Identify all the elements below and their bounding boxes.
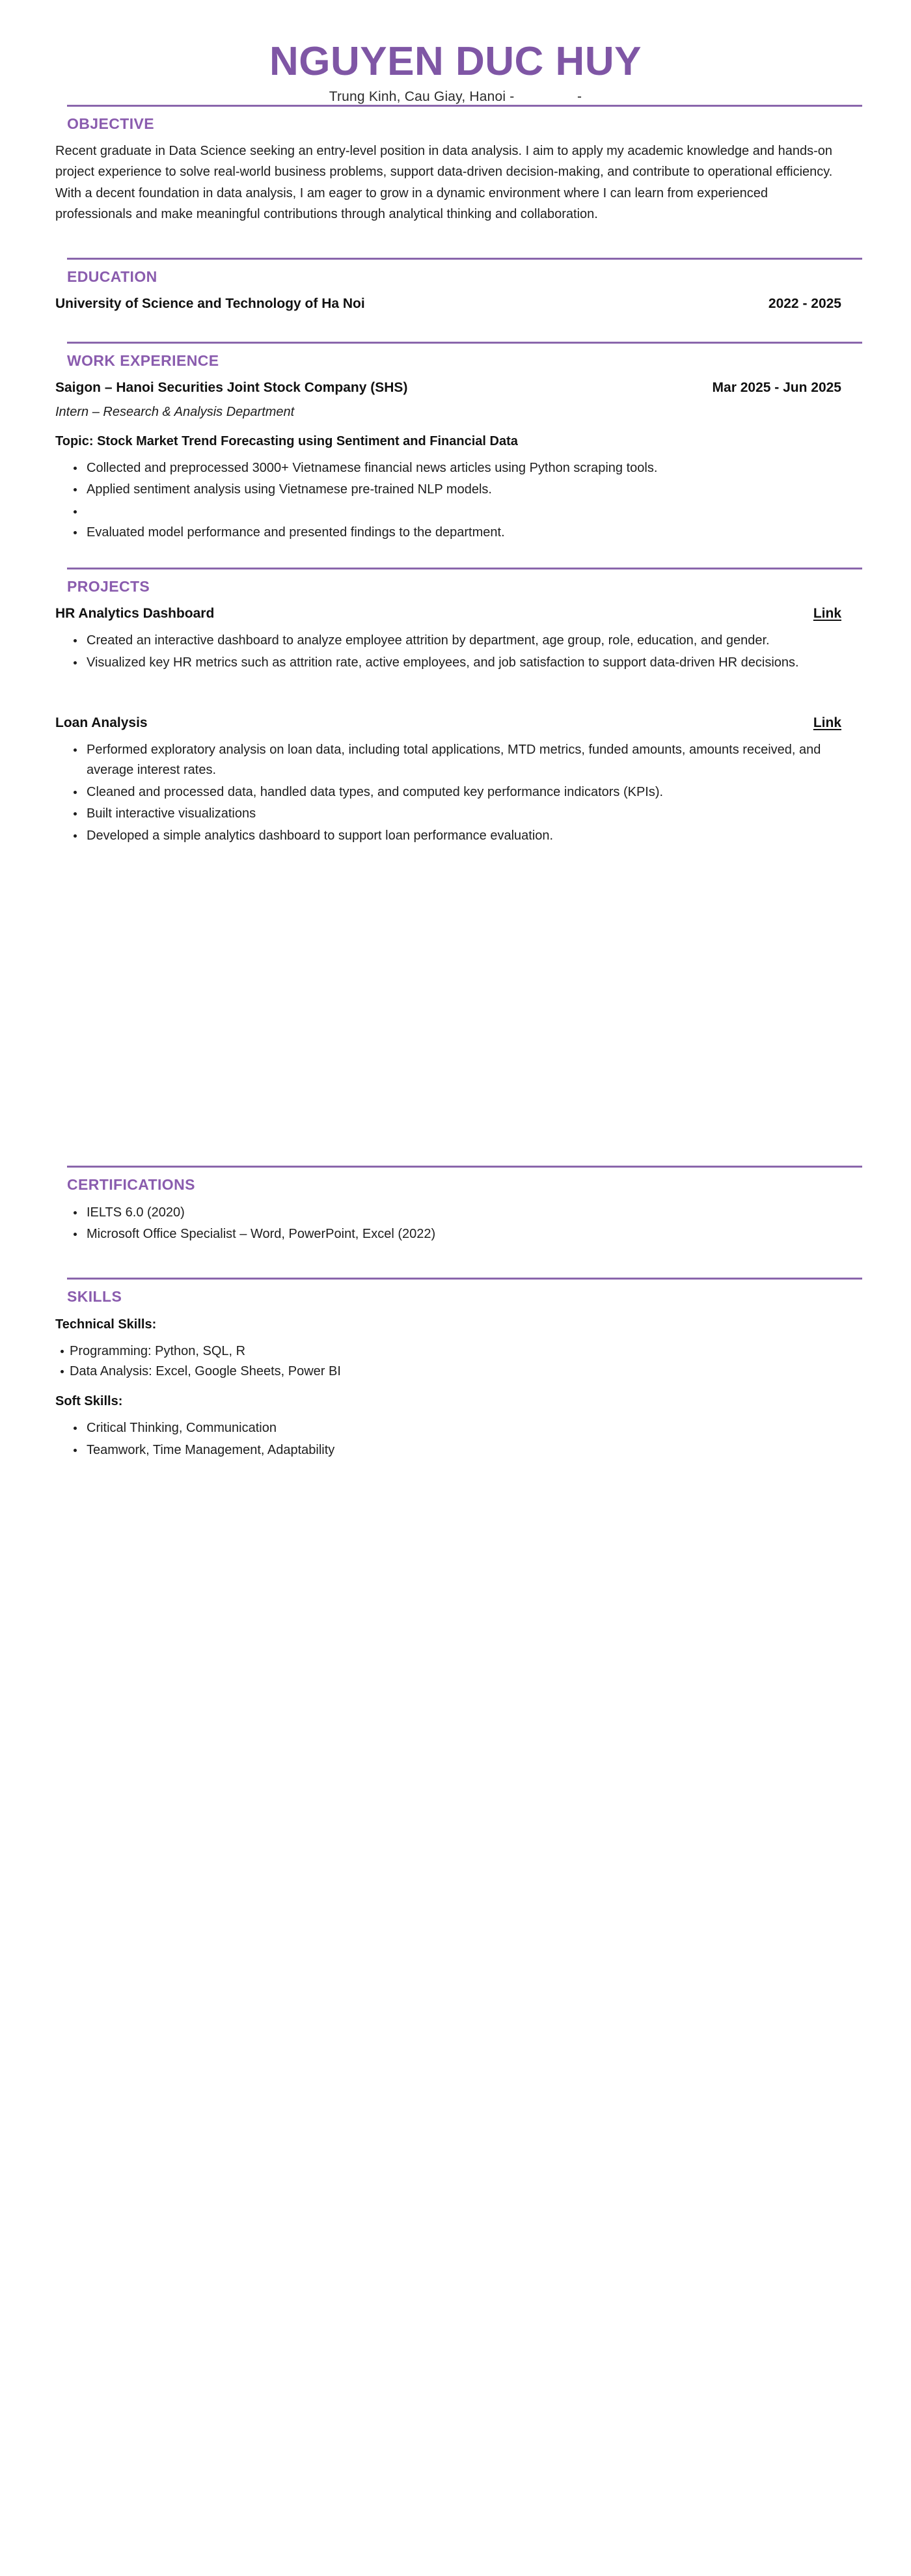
- project-header-hr-analytics-dashboard: [55, 606, 862, 622]
- section-education: [0, 268, 911, 312]
- page-title: NGUYEN DUC HUY: [269, 39, 642, 84]
- section-projects: [0, 578, 911, 846]
- skills-group-label-technical: Technical Skills:: [55, 1317, 157, 1332]
- spacer: [0, 544, 911, 568]
- skills-list-soft: [55, 1418, 862, 1460]
- list-item: Developed a simple analytics dashboard to support loan performance evaluation.: [87, 826, 862, 847]
- work-role: Intern – Research & Analysis Department: [55, 404, 295, 419]
- resume-header: [0, 0, 911, 105]
- section-divider-work-experience: [67, 342, 862, 344]
- section-divider-education: [67, 258, 862, 260]
- spacer: [55, 675, 862, 705]
- section-divider-objective: [67, 105, 862, 107]
- list-item: Programming: Python, SQL, R: [70, 1341, 862, 1362]
- work-company: Saigon – Hanoi Securities Joint Stock Company (SHS): [55, 379, 408, 395]
- section-heading-work-experience: WORK EXPERIENCE: [67, 351, 219, 369]
- work-bullet-list: [55, 458, 862, 543]
- list-item: Collected and preprocessed 3000+ Vietnamese financial news articles using Python scraping tools.: [87, 458, 862, 479]
- section-divider-skills: [67, 1278, 862, 1280]
- list-item: Created an interactive dashboard to analyze employee attrition by department, age group, role, education, and gender.: [87, 631, 862, 651]
- spacer: [0, 312, 911, 342]
- list-item: Built interactive visualizations: [87, 804, 862, 825]
- project-name: Loan Analysis: [55, 715, 148, 730]
- project-name: HR Analytics Dashboard: [55, 606, 215, 622]
- list-item: Performed exploratory analysis on loan data, including total applications, MTD metrics, funded amounts, amounts received, and average interest rates.: [87, 740, 862, 781]
- section-heading-objective: OBJECTIVE: [67, 115, 154, 133]
- work-topic: Topic: Stock Market Trend Forecasting using Sentiment and Financial Data: [55, 433, 518, 448]
- list-item: IELTS 6.0 (2020): [87, 1203, 862, 1224]
- section-certifications: [0, 1176, 911, 1245]
- list-item: Cleaned and processed data, handled data types, and computed key performance indicators (KPIs).: [87, 782, 862, 803]
- project-bullet-list: [55, 631, 862, 673]
- education-dates: 2022 - 2025: [768, 295, 841, 311]
- objective-text: Recent graduate in Data Science seeking an entry-level position in data analysis. I aim to apply my academic knowledge and hands-on project experience to solve real-world business problems, support data-driven decision-making, and contribute to operational efficiency. With a decent foundation in data analysis, I am eager to grow in a dynamic environment where I can learn from experienced professionals and make meaningful contributions through analytical thinking and collaboration.: [55, 144, 833, 222]
- spacer: [0, 848, 911, 1166]
- list-item: Visualized key HR metrics such as attrition rate, active employees, and job satisfaction to support data-driven HR decisions.: [87, 653, 862, 674]
- section-divider-projects: [67, 568, 862, 569]
- spacer: [0, 225, 911, 258]
- education-entry: [55, 296, 862, 312]
- section-heading-certifications: CERTIFICATIONS: [67, 1175, 195, 1193]
- education-school: University of Science and Technology of Ha Noi: [55, 295, 365, 311]
- section-heading-skills: SKILLS: [67, 1287, 122, 1305]
- list-item: Evaluated model performance and presented findings to the department.: [87, 523, 862, 543]
- section-skills: [0, 1288, 911, 1460]
- project-bullet-list: [55, 740, 862, 847]
- work-entry-header: [55, 380, 862, 396]
- skills-group-label-soft: Soft Skills:: [55, 1393, 123, 1408]
- project-link[interactable]: Link: [813, 715, 841, 730]
- list-item: Applied sentiment analysis using Vietnamese pre-trained NLP models.: [87, 480, 862, 500]
- section-heading-education: EDUCATION: [67, 267, 157, 285]
- list-item: Teamwork, Time Management, Adaptability: [87, 1440, 862, 1461]
- list-item: Critical Thinking, Communication: [87, 1418, 862, 1439]
- contact-line: Trung Kinh, Cau Giay, Hanoi - -: [329, 89, 582, 105]
- project-header-loan-analysis: [55, 715, 862, 731]
- spacer: [0, 1246, 911, 1278]
- list-item: Microsoft Office Specialist – Word, PowerPoint, Excel (2022): [87, 1224, 862, 1245]
- section-heading-projects: PROJECTS: [67, 578, 150, 596]
- section-work-experience: [0, 352, 911, 543]
- section-divider-certifications: [67, 1166, 862, 1168]
- skills-list-technical: [55, 1341, 862, 1382]
- certifications-list: [55, 1203, 862, 1245]
- project-link[interactable]: Link: [813, 606, 841, 622]
- work-dates: Mar 2025 - Jun 2025: [712, 379, 841, 395]
- list-item: [87, 502, 862, 521]
- list-item: Data Analysis: Excel, Google Sheets, Power BI: [70, 1362, 862, 1382]
- section-objective: [0, 115, 911, 225]
